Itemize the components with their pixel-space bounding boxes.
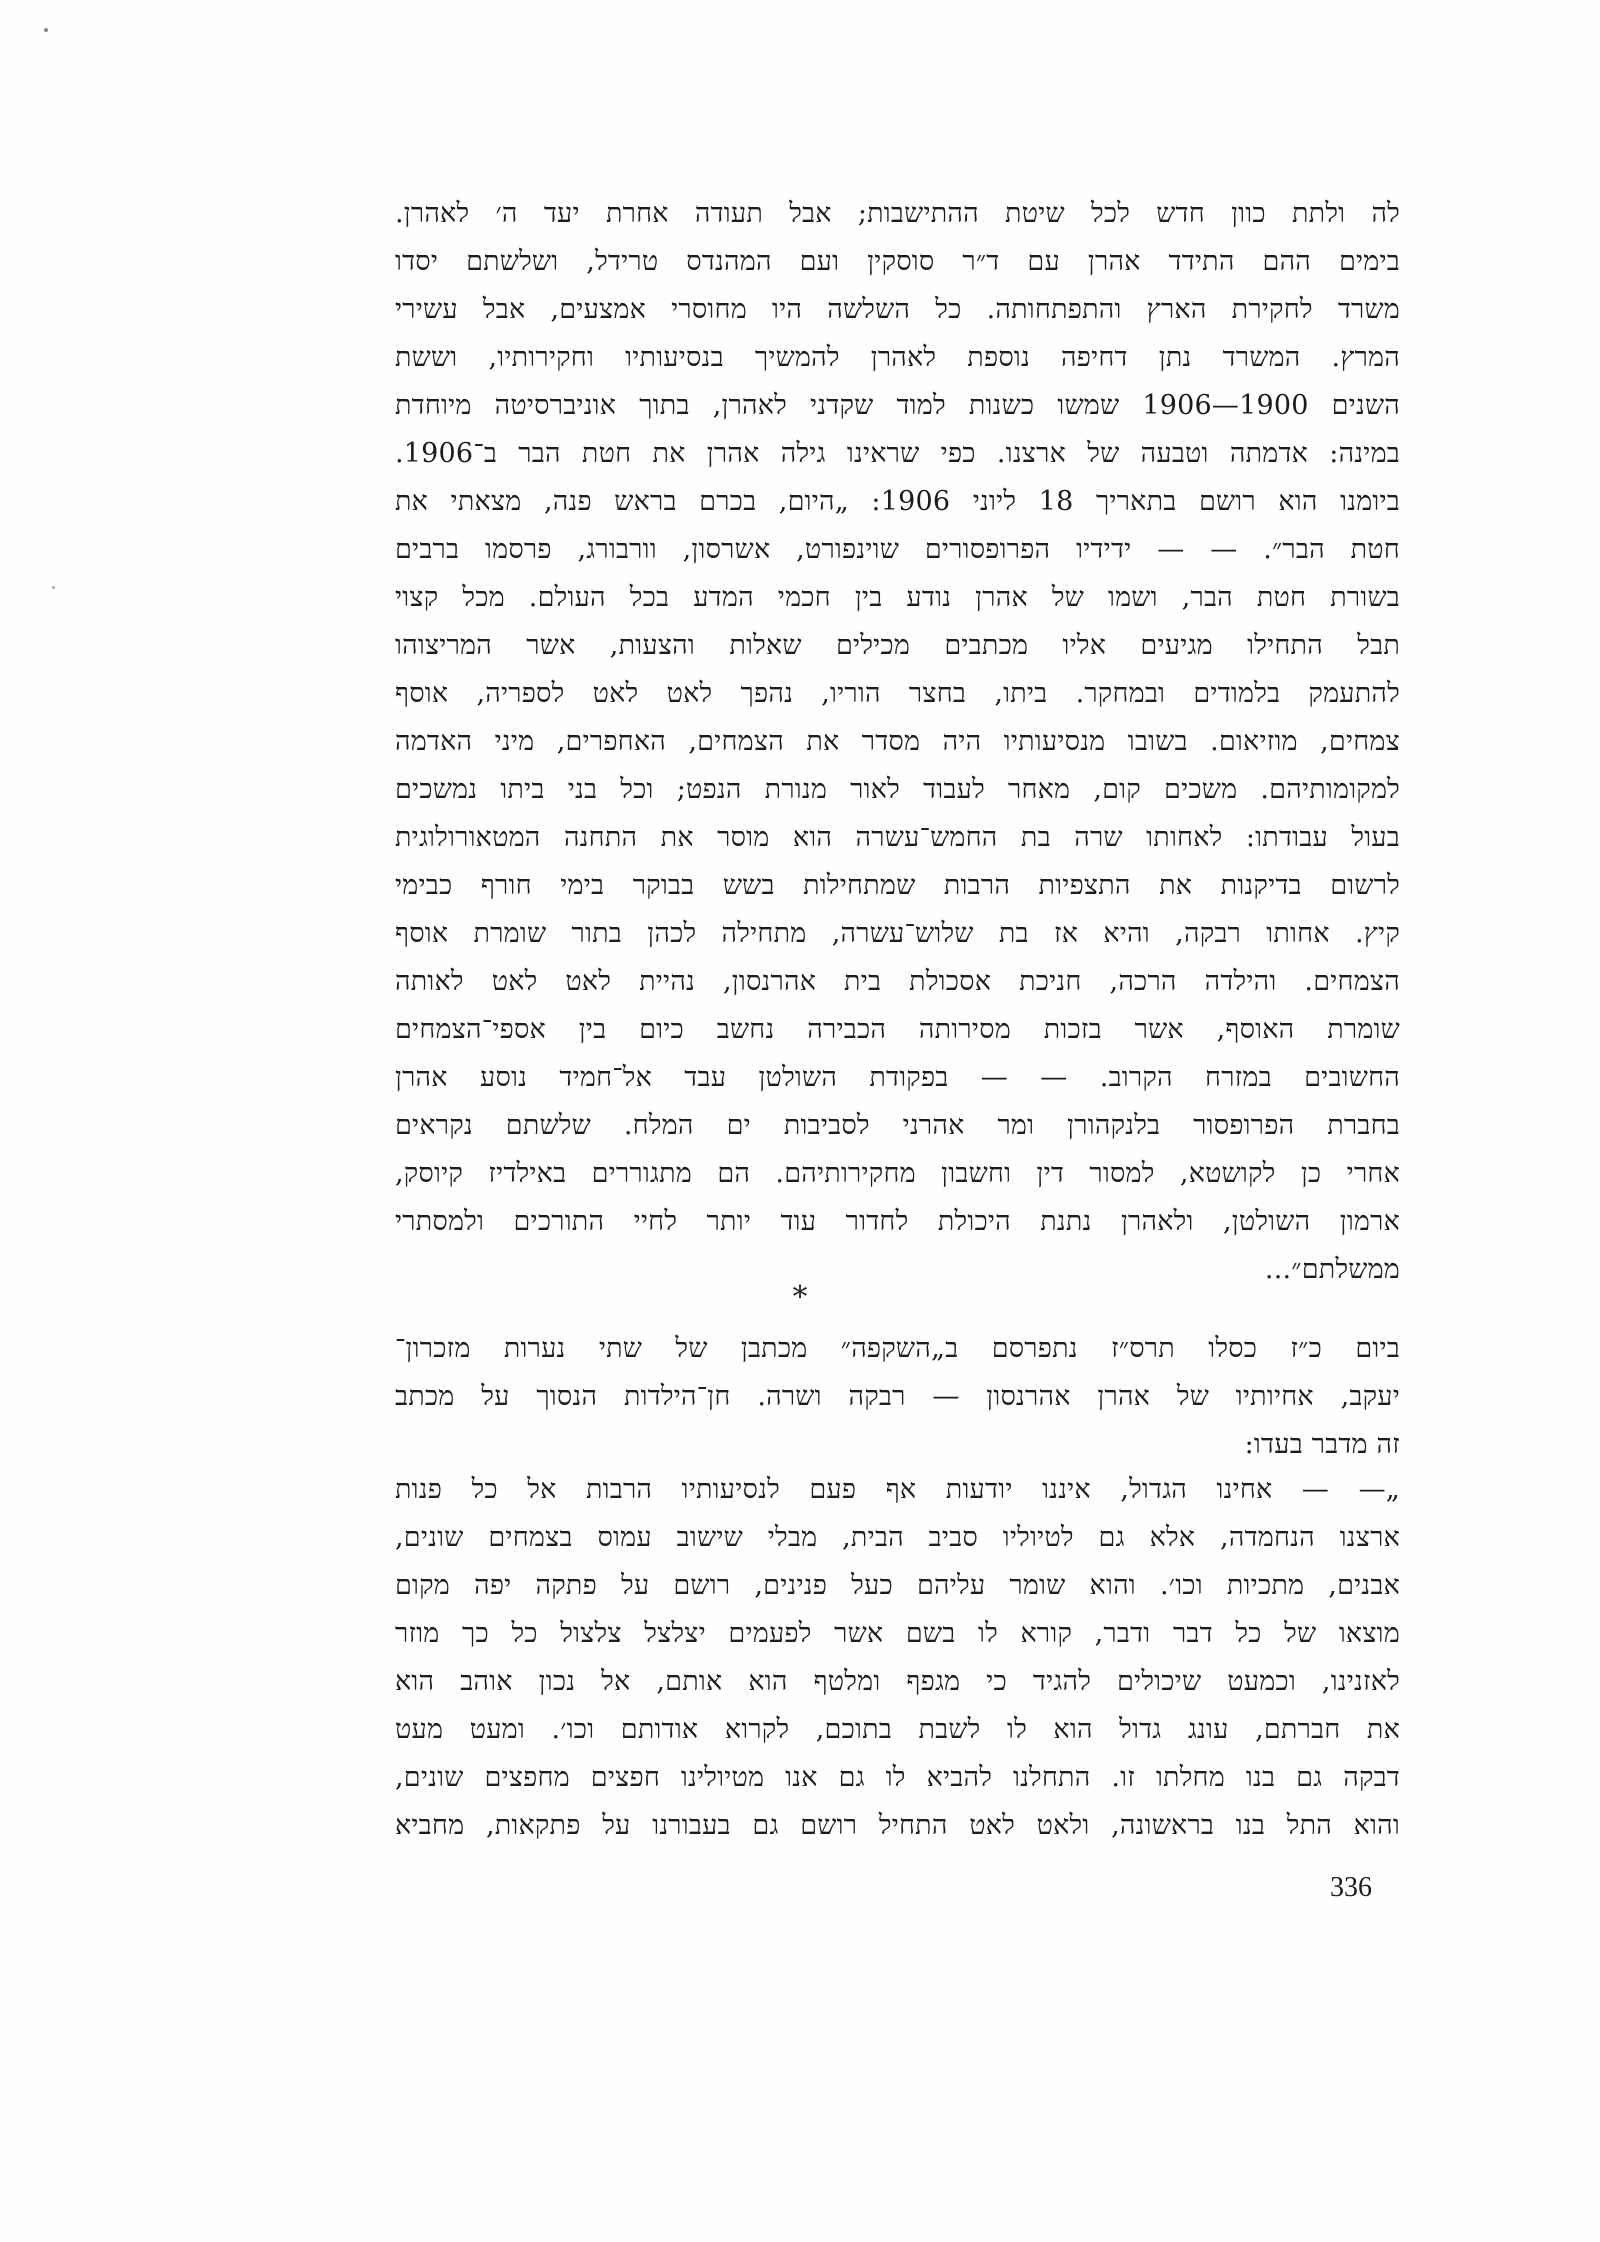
text-line: ביומנו הוא רושם בתאריך 18 ליוני 1906: „היום, בכרם בראש פנה, מצאתי את	[395, 486, 1400, 517]
text-line: צמחים, מוזיאום. בשובו מנסיעותיו היה מסדר את הצמחים, האחפרים, מיני האדמה	[395, 726, 1400, 757]
text-line: שומרת האוסף, אשר בזכות מסירותה הכבירה נחשב כיום בין אספי־הצמחים	[395, 1014, 1400, 1045]
text-line: ממשלתם״...	[1264, 1254, 1400, 1285]
text-line: ארצנו הנחמדה, אלא גם לטיוליו סביב הבית, מבלי שישוב עמוס בצמחים שונים,	[395, 1522, 1400, 1553]
text-line: תבל התחילו מגיעים אליו מכתבים מכילים שאלות והצעות, אשר המריצוהו	[395, 630, 1400, 661]
text-line: „— — אחינו הגדול, איננו יודעות אף פעם לנסיעותיו הרבות אל כל פנות	[395, 1474, 1400, 1505]
text-line: בימים ההם התידד אהרן עם ד״ר סוסקין ועם המהנדס טרידל, ושלשתם יסדו	[395, 246, 1400, 277]
page-number: 336	[1330, 1872, 1372, 1903]
paragraph-letter	[395, 1466, 1400, 1850]
text-line: ארמון השולטן, ולאהרן נתנת היכולת לחדור עוד יותר לחיי התורכים ולמסתרי	[395, 1206, 1400, 1237]
text-line: לאזנינו, וכמעט שיכולים להגיד כי מגפף ומלטף הוא אותם, אל נכון אוהב הוא	[395, 1666, 1400, 1697]
text-line: השנים 1900—1906 שמשו כשנות למוד שקדני לאהרן, בתוך אוניברסיטה מיוחדת	[395, 390, 1400, 421]
text-line: אבנים, מתכיות וכו׳. והוא שומר עליהם כעל פנינים, רושם על פתקה יפה מקום	[395, 1570, 1400, 1601]
text-line: אחרי כן לקושטא, למסור דין וחשבון מחקירותיהם. הם מתגוררים באילדיז קיוסק,	[395, 1158, 1400, 1189]
text-line: המרץ. המשרד נתן דחיפה נוספת לאהרן להמשיך בנסיעותיו וחקירותיו, וששת	[395, 342, 1400, 373]
text-line: החשובים במזרח הקרוב. — — בפקודת השולטן עבד אל־חמיד נוסע אהרן	[395, 1062, 1400, 1093]
section-separator: *	[792, 1280, 808, 1315]
paragraph-intro	[395, 1325, 1400, 1469]
text-line: להתעמק בלמודים ובמחקר. ביתו, בחצר הוריו, נהפך לאט לאט לספריה, אוסף	[395, 678, 1400, 709]
text-line: ביום כ״ז כסלו תרס״ז נתפרסם ב„השקפה״ מכתבן של שתי נערות מזכרון־	[395, 1333, 1400, 1364]
text-line: יעקב, אחיותיו של אהרן אהרנסון — רבקה ושרה. חן־הילדות הנסוך על מכתב	[395, 1381, 1400, 1412]
text-line: קיץ. אחותו רבקה, והיא אז בת שלוש־עשרה, מתחילה לכהן בתור שומרת אוסף	[395, 918, 1400, 949]
text-line: את חברתם, עונג גדול הוא לו לשבת בתוכם, לקרוא אודותם וכו׳. ומעט מעט	[395, 1714, 1400, 1745]
text-line: למקומותיהם. משכים קום, מאחר לעבוד לאור מנורת הנפט; וכל בני ביתו נמשכים	[395, 774, 1400, 805]
text-line: חטת הבר״. — — ידידיו הפרופסורים שוינפורט, אשרסון, וורבורג, פרסמו ברבים	[395, 534, 1400, 565]
text-line: בשורת חטת הבר, ושמו של אהרן נודע בין חכמי המדע בכל העולם. מכל קצוי	[395, 582, 1400, 613]
scan-speck-mark	[44, 28, 48, 32]
text-line: והוא התל בנו בראשונה, ולאט לאט התחיל רושם גם בעבורנו על פתקאות, מחביא	[395, 1810, 1400, 1841]
text-line: לה ולתת כוון חדש לכל שיטת ההתישבות; אבל תעודה אחרת יעד ה׳ לאהרן.	[395, 198, 1400, 229]
text-line: זה מדבר בעדו:	[1244, 1429, 1400, 1460]
scan-speck-mark	[52, 586, 55, 589]
text-line: דבקה גם בנו מחלתו זו. התחלנו להביא לו גם אנו מטיולינו חפצים מחפצים שונים,	[395, 1762, 1400, 1793]
text-line: לרשום בדיקנות את התצפיות הרבות שמתחילות בשש בבוקר בימי חורף כבימי	[395, 870, 1400, 901]
text-line: בחברת הפרופסור בלנקהורן ומר אהרני לסביבות ים המלח. שלשתם נקראים	[395, 1110, 1400, 1141]
text-line: מוצאו של כל דבר ודבר, קורא לו בשם אשר לפעמים יצלצל צלצול כל כך מוזר	[395, 1618, 1400, 1649]
text-line: משרד לחקירת הארץ והתפתחותה. כל השלשה היו מחוסרי אמצעים, אבל עשירי	[395, 294, 1400, 325]
text-line: הצמחים. והילדה הרכה, חניכת אסכולת בית אהרנסון, נהיית לאט לאט לאותה	[395, 966, 1400, 997]
text-line: בעול עבודתו: לאחותו שרה בת החמש־עשרה הוא מוסר את התחנה המטאורולוגית	[395, 822, 1400, 853]
paragraph-main	[395, 190, 1400, 1294]
text-line: במינה: אדמתה וטבעה של ארצנו. כפי שראינו גילה אהרן את חטת הבר ב־1906.	[395, 438, 1400, 469]
